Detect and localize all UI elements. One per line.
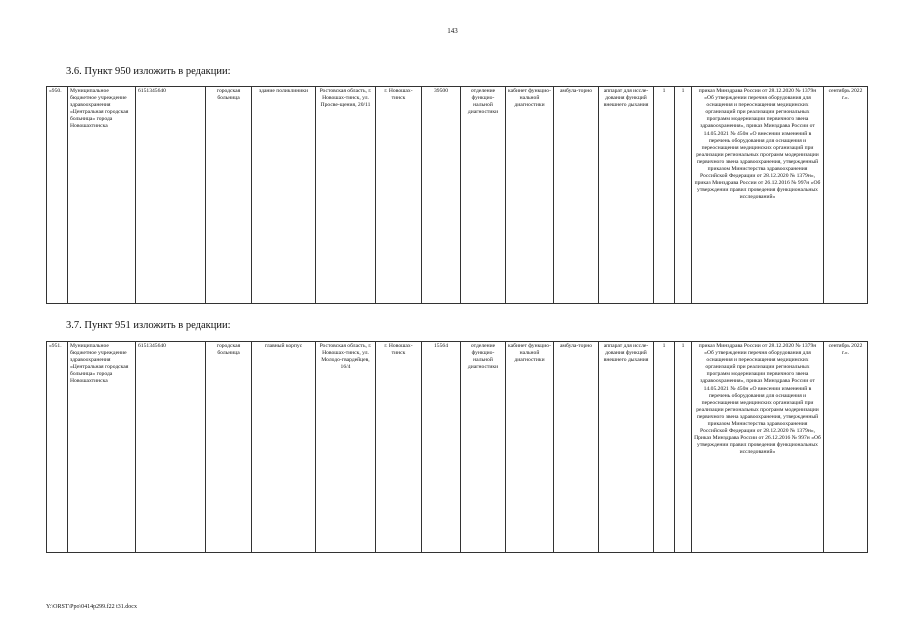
equipment-table-950: [46, 86, 868, 304]
equipment-table-951: [46, 341, 868, 553]
cell-legal-basis: приказ Минздрава России от 28.12.2020 № 1379н «Об утверждении перечня оборудования для оснащения и переоснащения медицинских организаций при реализации региональных программ модернизации первичного звена здравоохранения», приказ Минздрава России от 14.05.2021 № 450н «О внесении изменений в перечень оборудования для оснащения и переоснащения медицинских организаций при реализации региональных программ модернизации первичного звена здравоохранения, утвержденный приказом Министерства здравоохранения Российской Федерации от 28.12.2020 № 1379н», Приказ Минздрава России от 26.12.2016 № 997н «Об утверждении правил проведения функциональных исследований»: [692, 342, 824, 553]
cell-equipment: аппарат для иссле-дования функций внешнего дыхания: [599, 342, 654, 553]
cell-address: Ростовская область, г. Новошах-тинск, ул. Молодо-гвардейцев, 16/4: [316, 342, 376, 553]
cell-org-type: городская больница: [206, 342, 252, 553]
cell-organization: Муниципальное бюджетное учреждение здравоохранения «Центральная городская больница» города Новошахтинска: [68, 342, 136, 553]
cell-row-number: «950.: [47, 87, 68, 304]
cell-quantity-1: 1: [654, 342, 675, 553]
cell-quantity-2: 1: [675, 87, 692, 304]
cell-city: г. Новошах-тинск: [376, 342, 422, 553]
cell-department: отделение функцио-нальной диагностики: [461, 87, 506, 304]
page-number: 143: [447, 27, 458, 35]
cell-legal-basis: приказ Минздрава России от 28.12.2020 № 1379н «Об утверждении перечня оборудования для оснащения и переоснащения медицинских организаций при реализации региональных программ модернизации первичного звена здравоохранения», приказ Минздрава России от 14.05.2021 № 450н «О внесении изменений в перечень оборудования для оснащения и переоснащения медицинских организаций при реализации региональных программ модернизации первичного звена здравоохранения, утвержденный приказом Министерства здравоохранения Российской Федерации от 28.12.2020 № 1379н», приказ Минздрава России от 26.12.2016 № 997н «Об утверждении правил проведения функциональных исследований»: [692, 87, 824, 304]
cell-room: кабинет функцио-нальной диагностики: [506, 342, 554, 553]
cell-org-type: городская больница: [206, 87, 252, 304]
cell-organization: Муниципальное бюджетное учреждение здравоохранения «Центральная городская больница» города Новошахтинска: [68, 87, 136, 304]
cell-inn: 6151345640: [136, 87, 206, 304]
section-heading-951: 3.7. Пункт 951 изложить в редакции:: [66, 320, 231, 331]
cell-population: 15564: [422, 342, 461, 553]
footer-file-path: Y:\ORST\Ppo\0414p299.f22 t31.docx: [46, 604, 137, 610]
cell-care-type: амбула-торно: [554, 342, 599, 553]
cell-city: г. Новошах-тинск: [376, 87, 422, 304]
cell-inn: 6151345640: [136, 342, 206, 553]
cell-building: здание поликлиники: [252, 87, 316, 304]
table-row: [47, 87, 868, 304]
cell-care-type: амбула-торно: [554, 87, 599, 304]
cell-population: 39500: [422, 87, 461, 304]
section-heading-950: 3.6. Пункт 950 изложить в редакции:: [66, 66, 231, 77]
cell-quantity-1: 1: [654, 87, 675, 304]
cell-date: сентябрь 2022 г.».: [824, 87, 868, 304]
cell-department: отделение функцио-нальной диагностики: [461, 342, 506, 553]
table-row: [47, 342, 868, 553]
cell-building: главный корпус: [252, 342, 316, 553]
cell-date: сентябрь 2022 г.».: [824, 342, 868, 553]
cell-quantity-2: 1: [675, 342, 692, 553]
cell-equipment: аппарат для иссле-дования функций внешнего дыхания: [599, 87, 654, 304]
cell-row-number: «951.: [47, 342, 68, 553]
cell-room: кабинет функцио-нальной диагностики: [506, 87, 554, 304]
cell-address: Ростовская область, г. Новошах-тинск, ул. Просве-щения, 20/11: [316, 87, 376, 304]
